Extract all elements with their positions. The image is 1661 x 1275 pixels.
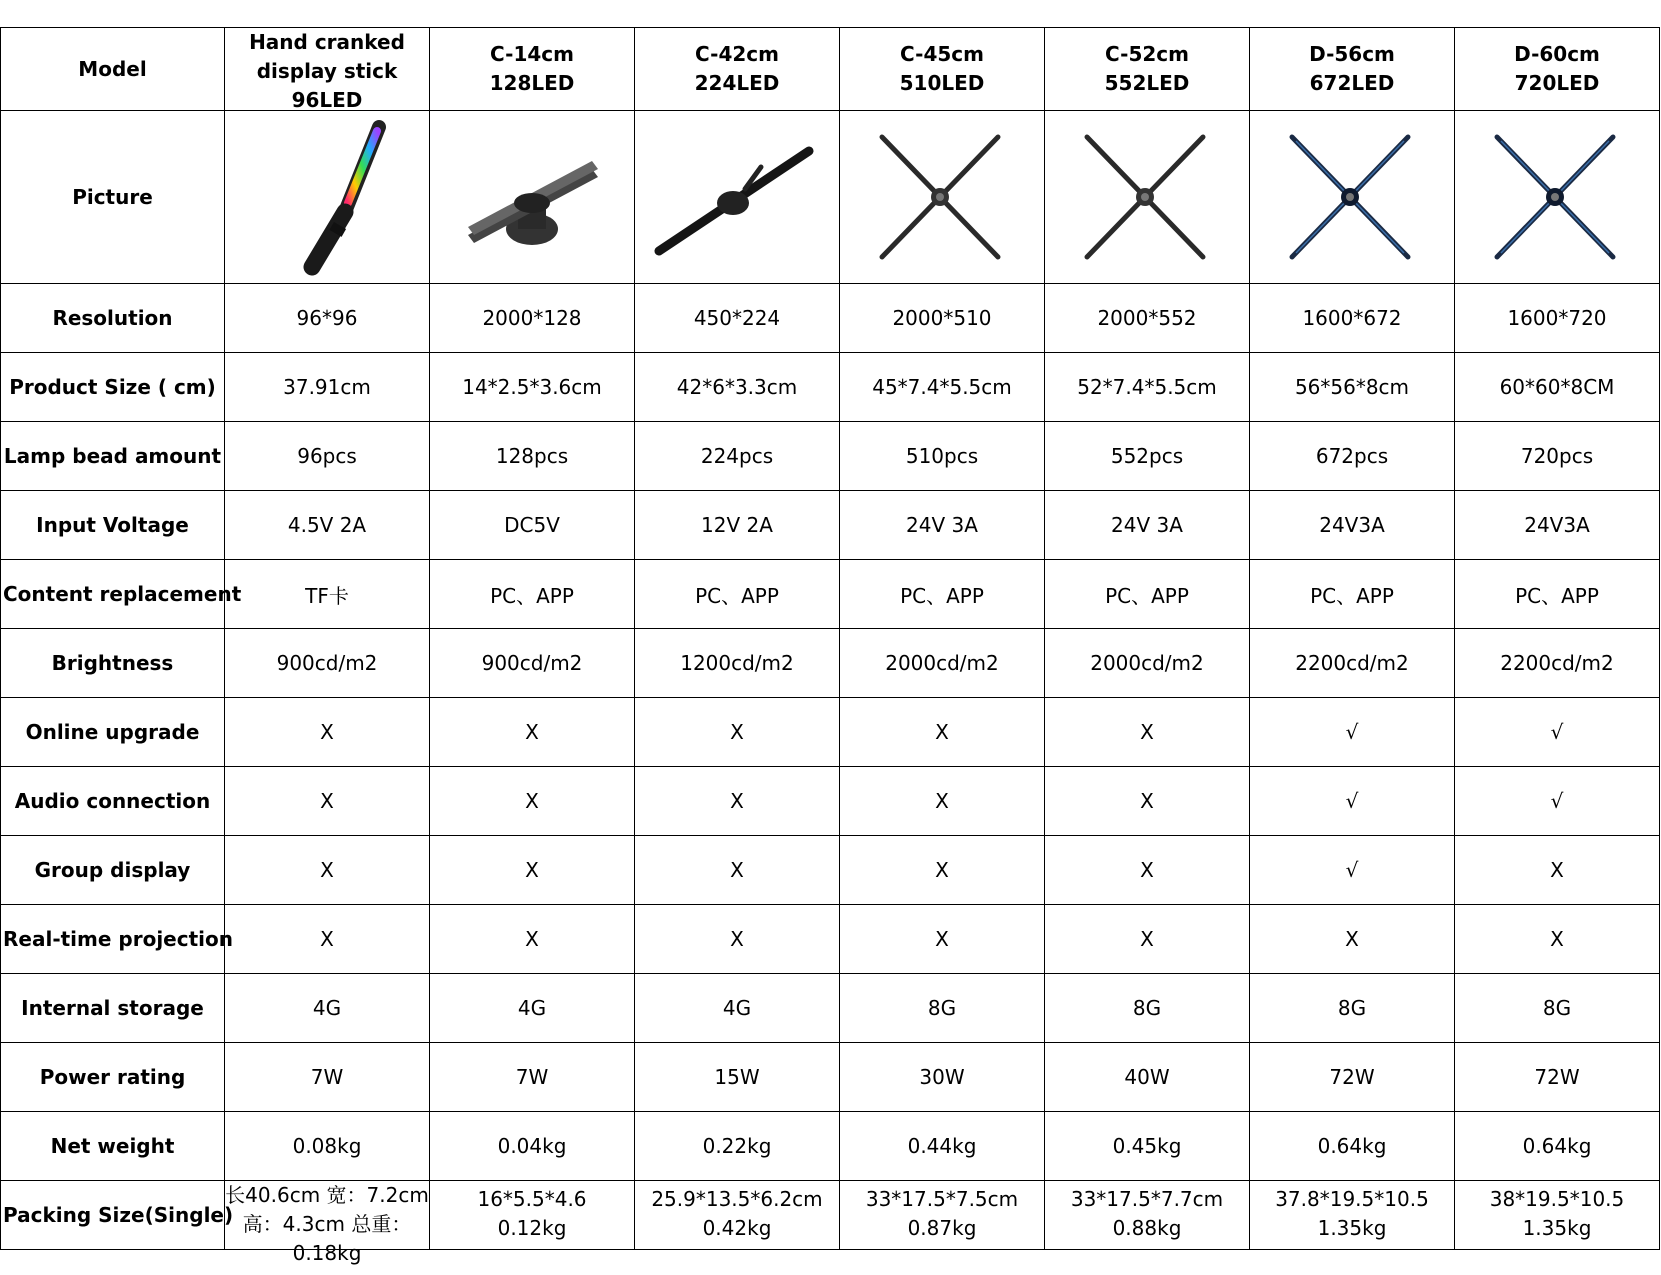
spec-cell: 0.22kg [635, 1112, 840, 1181]
spec-cell: PC、APP [635, 560, 840, 629]
row-label: Net weight [1, 1112, 225, 1181]
spec-cell: 1200cd/m2 [635, 629, 840, 698]
spec-cell: 2000cd/m2 [1045, 629, 1250, 698]
packing-line: 33*17.5*7.5cm [865, 1187, 1019, 1211]
four-blade-fan-blue-icon [1457, 117, 1657, 277]
spec-cell: 15W [635, 1043, 840, 1112]
spec-cell: 552pcs [1045, 422, 1250, 491]
packing-line: 1.35kg [1317, 1216, 1387, 1240]
spec-cell: 2000*128 [430, 284, 635, 353]
spec-cell: X [225, 767, 430, 836]
spec-cell: X [840, 836, 1045, 905]
spec-cell: PC、APP [1455, 560, 1660, 629]
spec-cell: PC、APP [840, 560, 1045, 629]
spec-row [1, 767, 1660, 836]
model-header [1045, 28, 1250, 111]
row-label: Real-time projection [1, 905, 225, 974]
spec-cell: PC、APP [430, 560, 635, 629]
spec-cell: 8G [1250, 974, 1455, 1043]
spec-cell: 42*6*3.3cm [635, 353, 840, 422]
row-label: Group display [1, 836, 225, 905]
row-label: Picture [1, 111, 225, 284]
spec-row [1, 905, 1660, 974]
packing-cell [635, 1181, 840, 1250]
spec-row [1, 422, 1660, 491]
packing-line: 0.12kg [497, 1216, 567, 1240]
spec-cell: 0.45kg [1045, 1112, 1250, 1181]
spec-cell: 60*60*8CM [1455, 353, 1660, 422]
spec-row [1, 629, 1660, 698]
packing-cell [1250, 1181, 1455, 1250]
spec-cell: 7W [430, 1043, 635, 1112]
display-stick-icon [227, 117, 427, 277]
packing-line: 38*19.5*10.5 [1489, 1187, 1625, 1211]
packing-line: 33*17.5*7.7cm [1070, 1187, 1224, 1211]
spec-cell: 56*56*8cm [1250, 353, 1455, 422]
long-blade-fan-icon [637, 117, 837, 277]
spec-cell: X [1455, 836, 1660, 905]
model-header [1455, 28, 1660, 111]
model-header-line: D-56cm [1309, 42, 1395, 66]
spec-cell: √ [1455, 698, 1660, 767]
model-header-line: C-45cm [900, 42, 984, 66]
spec-cell: X [430, 905, 635, 974]
spec-cell: 30W [840, 1043, 1045, 1112]
spec-cell: DC5V [430, 491, 635, 560]
model-header-line: Hand cranked [249, 30, 405, 54]
spec-cell: √ [1250, 698, 1455, 767]
row-label: Audio connection [1, 767, 225, 836]
spec-cell: 900cd/m2 [225, 629, 430, 698]
spec-cell: 2000*510 [840, 284, 1045, 353]
spec-cell: 7W [225, 1043, 430, 1112]
packing-line: 高：4.3cm 总重： [242, 1212, 412, 1236]
row-label: Content replacement [1, 560, 225, 629]
product-picture [1250, 111, 1455, 284]
spec-cell: 224pcs [635, 422, 840, 491]
model-header-line: 720LED [1514, 71, 1600, 95]
spec-cell: 12V 2A [635, 491, 840, 560]
header-row [1, 28, 1660, 111]
spec-cell: 24V3A [1455, 491, 1660, 560]
model-header-line: 672LED [1309, 71, 1395, 95]
packing-cell [840, 1181, 1045, 1250]
picture-row [1, 111, 1660, 284]
packing-cell [225, 1181, 430, 1265]
spec-cell: PC、APP [1045, 560, 1250, 629]
spec-row [1, 560, 1660, 629]
spec-cell: X [225, 698, 430, 767]
spec-cell: X [1455, 905, 1660, 974]
packing-line: 0.42kg [702, 1216, 772, 1240]
row-label: Packing Size(Single) [1, 1181, 225, 1250]
model-header [225, 28, 430, 111]
row-label: Internal storage [1, 974, 225, 1043]
spec-cell: 128pcs [430, 422, 635, 491]
spec-cell: 52*7.4*5.5cm [1045, 353, 1250, 422]
packing-cell [1045, 1181, 1250, 1250]
spec-cell: X [840, 698, 1045, 767]
spec-row [1, 284, 1660, 353]
spec-cell: 672pcs [1250, 422, 1455, 491]
model-header-line: C-52cm [1105, 42, 1189, 66]
model-header-line: C-14cm [490, 42, 574, 66]
spec-cell: X [635, 767, 840, 836]
spec-cell: X [1045, 767, 1250, 836]
spec-cell: X [430, 698, 635, 767]
row-label: Online upgrade [1, 698, 225, 767]
spec-cell: TF卡 [225, 560, 430, 629]
spec-cell: 0.04kg [430, 1112, 635, 1181]
spec-cell: 2000cd/m2 [840, 629, 1045, 698]
spec-cell: 45*7.4*5.5cm [840, 353, 1045, 422]
spec-cell: 8G [1045, 974, 1250, 1043]
dual-blade-fan-icon [432, 117, 632, 277]
model-header [840, 28, 1045, 111]
packing-line: 0.88kg [1112, 1216, 1182, 1240]
model-header-line: 96LED [291, 88, 363, 112]
row-label: Input Voltage [1, 491, 225, 560]
spec-cell: 72W [1455, 1043, 1660, 1112]
spec-cell: 1600*720 [1455, 284, 1660, 353]
row-label: Brightness [1, 629, 225, 698]
spec-cell: 8G [840, 974, 1045, 1043]
spec-cell: √ [1250, 836, 1455, 905]
spec-row [1, 1112, 1660, 1181]
packing-line: 1.35kg [1522, 1216, 1592, 1240]
spec-cell: X [635, 698, 840, 767]
spec-cell: 2000*552 [1045, 284, 1250, 353]
model-header-line: D-60cm [1514, 42, 1600, 66]
model-header-line: 510LED [899, 71, 985, 95]
packing-line: 37.8*19.5*10.5 [1275, 1187, 1429, 1211]
spec-cell: 24V 3A [840, 491, 1045, 560]
model-header-line: C-42cm [695, 42, 779, 66]
spec-cell: X [840, 905, 1045, 974]
packing-line: 长40.6cm 宽：7.2cm [225, 1183, 429, 1207]
spec-cell: 8G [1455, 974, 1660, 1043]
product-picture [840, 111, 1045, 284]
model-header [635, 28, 840, 111]
spec-cell: X [1250, 905, 1455, 974]
spec-cell: X [225, 836, 430, 905]
model-header-line: 552LED [1104, 71, 1190, 95]
packing-line: 0.87kg [907, 1216, 977, 1240]
four-blade-fan-blue-icon [1252, 117, 1452, 277]
spec-cell: X [430, 836, 635, 905]
spec-row [1, 1043, 1660, 1112]
spec-cell: 40W [1045, 1043, 1250, 1112]
spec-cell: 1600*672 [1250, 284, 1455, 353]
model-header-line: display stick [256, 59, 398, 83]
spec-cell: 4G [635, 974, 840, 1043]
spec-cell: 72W [1250, 1043, 1455, 1112]
spec-cell: X [225, 905, 430, 974]
spec-cell: 0.64kg [1455, 1112, 1660, 1181]
spec-cell: 450*224 [635, 284, 840, 353]
spec-cell: √ [1455, 767, 1660, 836]
four-blade-fan-icon [1047, 117, 1247, 277]
row-label: Product Size ( cm) [1, 353, 225, 422]
packing-line: 0.18kg [292, 1241, 362, 1265]
packing-row [1, 1181, 1660, 1250]
spec-cell: 96*96 [225, 284, 430, 353]
spec-cell: X [635, 905, 840, 974]
spec-cell: 4G [225, 974, 430, 1043]
spec-cell: 96pcs [225, 422, 430, 491]
spec-cell: X [840, 767, 1045, 836]
packing-line: 16*5.5*4.6 [477, 1187, 587, 1211]
row-label: Resolution [1, 284, 225, 353]
spec-cell: 24V3A [1250, 491, 1455, 560]
product-picture [635, 111, 840, 284]
model-header [430, 28, 635, 111]
spec-cell: X [635, 836, 840, 905]
spec-cell: PC、APP [1250, 560, 1455, 629]
row-label: Lamp bead amount [1, 422, 225, 491]
spec-cell: 0.44kg [840, 1112, 1045, 1181]
model-header-line: 128LED [489, 71, 575, 95]
spec-row [1, 353, 1660, 422]
spec-comparison-table [0, 27, 1660, 1265]
product-picture [1045, 111, 1250, 284]
header-label: Model [1, 28, 225, 111]
spec-cell: 900cd/m2 [430, 629, 635, 698]
spec-cell: 0.08kg [225, 1112, 430, 1181]
packing-cell [430, 1181, 635, 1250]
spec-cell: 510pcs [840, 422, 1045, 491]
spec-row [1, 836, 1660, 905]
packing-line: 25.9*13.5*6.2cm [651, 1187, 823, 1211]
model-header-line: 224LED [694, 71, 780, 95]
spec-cell: 4G [430, 974, 635, 1043]
spec-cell: 2200cd/m2 [1250, 629, 1455, 698]
product-picture [430, 111, 635, 284]
spec-row [1, 974, 1660, 1043]
spec-cell: X [430, 767, 635, 836]
model-header [1250, 28, 1455, 111]
spec-cell: X [1045, 698, 1250, 767]
spec-row [1, 491, 1660, 560]
spec-cell: 0.64kg [1250, 1112, 1455, 1181]
spec-cell: 24V 3A [1045, 491, 1250, 560]
spec-cell: √ [1250, 767, 1455, 836]
spec-cell: 720pcs [1455, 422, 1660, 491]
row-label: Power rating [1, 1043, 225, 1112]
spec-cell: 2200cd/m2 [1455, 629, 1660, 698]
product-picture [1455, 111, 1660, 284]
spec-row [1, 698, 1660, 767]
spec-cell: 14*2.5*3.6cm [430, 353, 635, 422]
spec-cell: X [1045, 905, 1250, 974]
spec-cell: 37.91cm [225, 353, 430, 422]
packing-cell [1455, 1181, 1660, 1250]
four-blade-fan-icon [842, 117, 1042, 277]
product-picture [225, 111, 430, 284]
spec-cell: 4.5V 2A [225, 491, 430, 560]
spec-cell: X [1045, 836, 1250, 905]
